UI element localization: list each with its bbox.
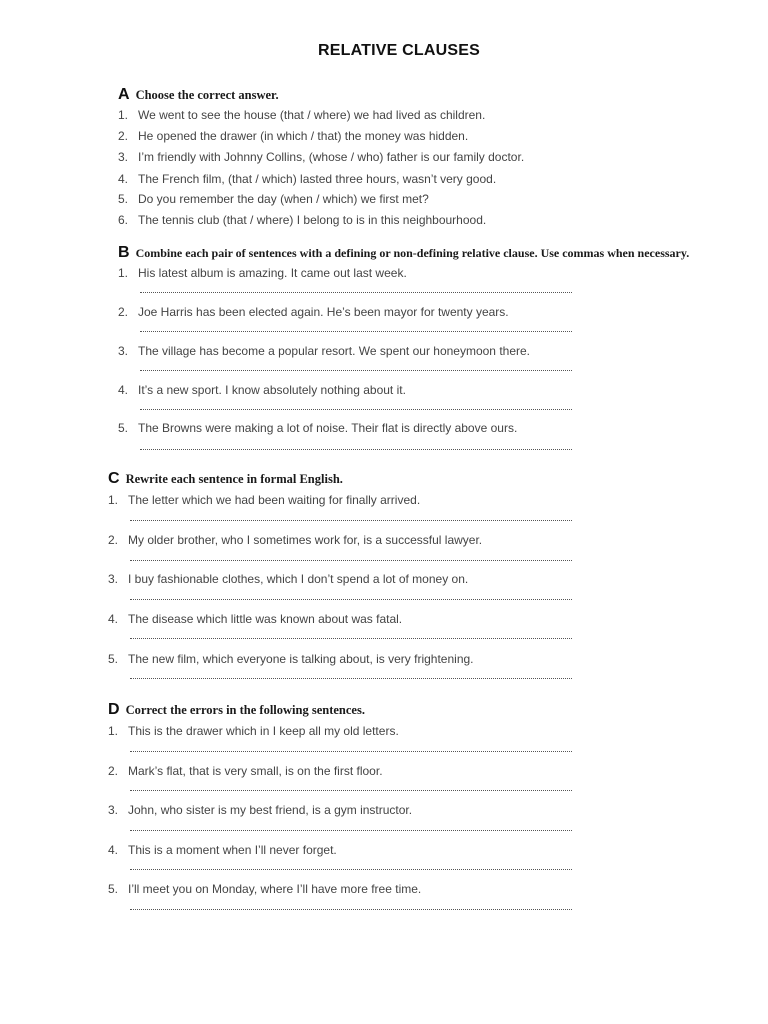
question-item: 1. We went to see the house (that / where) we had lived as children. xyxy=(118,108,486,122)
answer-line[interactable] xyxy=(130,869,572,870)
section-c-letter: C xyxy=(108,470,120,487)
answer-line[interactable] xyxy=(140,370,572,371)
question-item: 4. It’s a new sport. I know absolutely nothing about it. xyxy=(118,383,406,397)
question-item: 4. This is a moment when I’ll never forget. xyxy=(108,843,337,857)
answer-line[interactable] xyxy=(130,790,572,791)
section-b-heading xyxy=(118,244,689,262)
section-d-heading xyxy=(108,701,365,719)
answer-line[interactable] xyxy=(130,599,572,600)
question-item: 3. I buy fashionable clothes, which I don’t spend a lot of money on. xyxy=(108,572,469,586)
page-title: RELATIVE CLAUSES xyxy=(317,42,481,59)
answer-line[interactable] xyxy=(130,678,572,679)
answer-line[interactable] xyxy=(130,638,572,639)
section-d-letter: D xyxy=(108,701,120,718)
section-b-letter: B xyxy=(118,244,130,261)
section-c-heading xyxy=(108,470,343,488)
section-d-instruction: Correct the errors in the following sentences. xyxy=(125,703,365,717)
answer-line[interactable] xyxy=(130,909,572,910)
answer-line[interactable] xyxy=(140,331,572,332)
answer-line[interactable] xyxy=(140,449,572,450)
question-item: 3. I’m friendly with Johnny Collins, (whose / who) father is our family doctor. xyxy=(118,150,525,164)
answer-line[interactable] xyxy=(130,520,572,521)
question-item: 2. He opened the drawer (in which / that) the money was hidden. xyxy=(118,129,469,143)
answer-line[interactable] xyxy=(130,560,572,561)
question-item: 2. Joe Harris has been elected again. He’s been mayor for twenty years. xyxy=(118,305,509,319)
question-item: 5. The Browns were making a lot of noise. Their flat is directly above ours. xyxy=(118,421,518,435)
answer-line[interactable] xyxy=(130,751,572,752)
question-item: 3. John, who sister is my best friend, is a gym instructor. xyxy=(108,803,413,817)
question-item: 1. This is the drawer which in I keep all my old letters. xyxy=(108,724,399,738)
answer-line[interactable] xyxy=(140,292,572,293)
section-c-instruction: Rewrite each sentence in formal English. xyxy=(125,472,343,486)
section-a-letter: A xyxy=(118,86,130,103)
question-item: 1. His latest album is amazing. It came out last week. xyxy=(118,266,407,280)
section-b-instruction: Combine each pair of sentences with a defining or non-defining relative clause. Use commas when necessary. xyxy=(135,246,690,260)
question-item: 2. My older brother, who I sometimes work for, is a successful lawyer. xyxy=(108,533,483,547)
question-item: 3. The village has become a popular resort. We spent our honeymoon there. xyxy=(118,344,531,358)
question-item: 6. The tennis club (that / where) I belong to is in this neighbourhood. xyxy=(118,213,487,227)
question-item: 4. The French film, (that / which) lasted three hours, wasn’t very good. xyxy=(118,172,497,186)
question-item: 5. The new film, which everyone is talking about, is very frightening. xyxy=(108,652,474,666)
question-item: 2. Mark’s flat, that is very small, is on the first floor. xyxy=(108,764,383,778)
section-a-instruction: Choose the correct answer. xyxy=(135,88,279,102)
question-item: 5. I’ll meet you on Monday, where I’ll have more free time. xyxy=(108,882,422,896)
answer-line[interactable] xyxy=(140,409,572,410)
question-item: 4. The disease which little was known about was fatal. xyxy=(108,612,403,626)
section-a-heading xyxy=(118,86,279,104)
question-item: 5. Do you remember the day (when / which) we first met? xyxy=(118,192,429,206)
answer-line[interactable] xyxy=(130,830,572,831)
question-item: 1. The letter which we had been waiting for finally arrived. xyxy=(108,493,421,507)
